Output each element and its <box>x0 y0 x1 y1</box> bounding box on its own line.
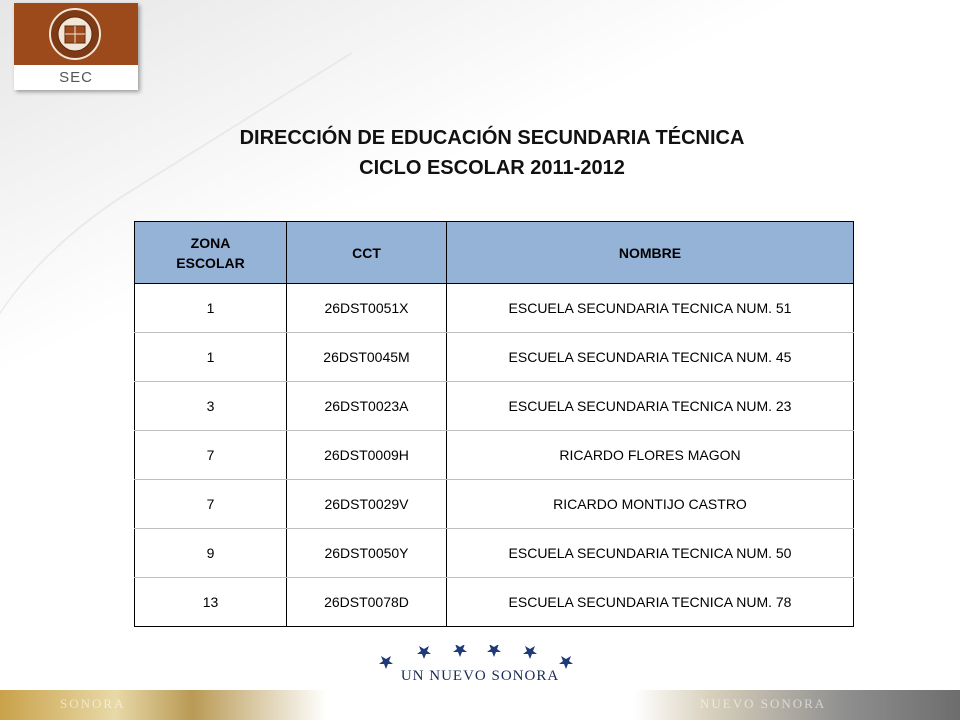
cell-zona: 7 <box>135 480 287 529</box>
cell-nombre: ESCUELA SECUNDARIA TECNICA NUM. 51 <box>447 284 854 333</box>
cell-cct: 26DST0078D <box>287 578 447 627</box>
sec-logo <box>14 3 138 90</box>
table-row <box>135 284 854 333</box>
header-zona-line1: ZONA <box>190 234 231 251</box>
cell-cct: 26DST0023A <box>287 382 447 431</box>
table-row <box>135 480 854 529</box>
footer-band-text-left: SONORA <box>60 696 126 711</box>
schools-table <box>134 221 854 627</box>
table-row <box>135 333 854 382</box>
header-zona-line2: ESCOLAR <box>176 254 245 271</box>
table-row <box>135 578 854 627</box>
footer-band-text-right: NUEVO SONORA <box>700 696 827 711</box>
cell-nombre: RICARDO MONTIJO CASTRO <box>447 480 854 529</box>
cell-nombre: ESCUELA SECUNDARIA TECNICA NUM. 78 <box>447 578 854 627</box>
header-nombre: NOMBRE <box>447 222 854 284</box>
cell-nombre: ESCUELA SECUNDARIA TECNICA NUM. 23 <box>447 382 854 431</box>
table-header-row <box>135 222 854 284</box>
cell-zona: 7 <box>135 431 287 480</box>
cell-zona: 3 <box>135 382 287 431</box>
cell-zona: 9 <box>135 529 287 578</box>
logo-banner <box>14 3 138 65</box>
cell-cct: 26DST0051X <box>287 284 447 333</box>
cell-cct: 26DST0045M <box>287 333 447 382</box>
footer-band <box>0 690 960 720</box>
logo-label: SEC <box>59 69 93 86</box>
cell-cct: 26DST0050Y <box>287 529 447 578</box>
cell-zona: 1 <box>135 284 287 333</box>
cell-cct: 26DST0009H <box>287 431 447 480</box>
state-seal-icon <box>48 7 102 61</box>
table-row <box>135 431 854 480</box>
cell-zona: 13 <box>135 578 287 627</box>
table-row <box>135 382 854 431</box>
table-row <box>135 529 854 578</box>
cell-nombre: ESCUELA SECUNDARIA TECNICA NUM. 50 <box>447 529 854 578</box>
title-line-2: CICLO ESCOLAR 2011-2012 <box>359 157 625 179</box>
cell-nombre: ESCUELA SECUNDARIA TECNICA NUM. 45 <box>447 333 854 382</box>
cell-zona: 1 <box>135 333 287 382</box>
header-cct: CCT <box>287 222 447 284</box>
cell-nombre: RICARDO FLORES MAGON <box>447 431 854 480</box>
page-title <box>0 123 960 183</box>
footer-slogan: UN NUEVO SONORA <box>400 668 560 684</box>
title-line-1: DIRECCIÓN DE EDUCACIÓN SECUNDARIA TÉCNICA <box>239 127 745 149</box>
header-zona-escolar <box>135 222 287 284</box>
cell-cct: 26DST0029V <box>287 480 447 529</box>
